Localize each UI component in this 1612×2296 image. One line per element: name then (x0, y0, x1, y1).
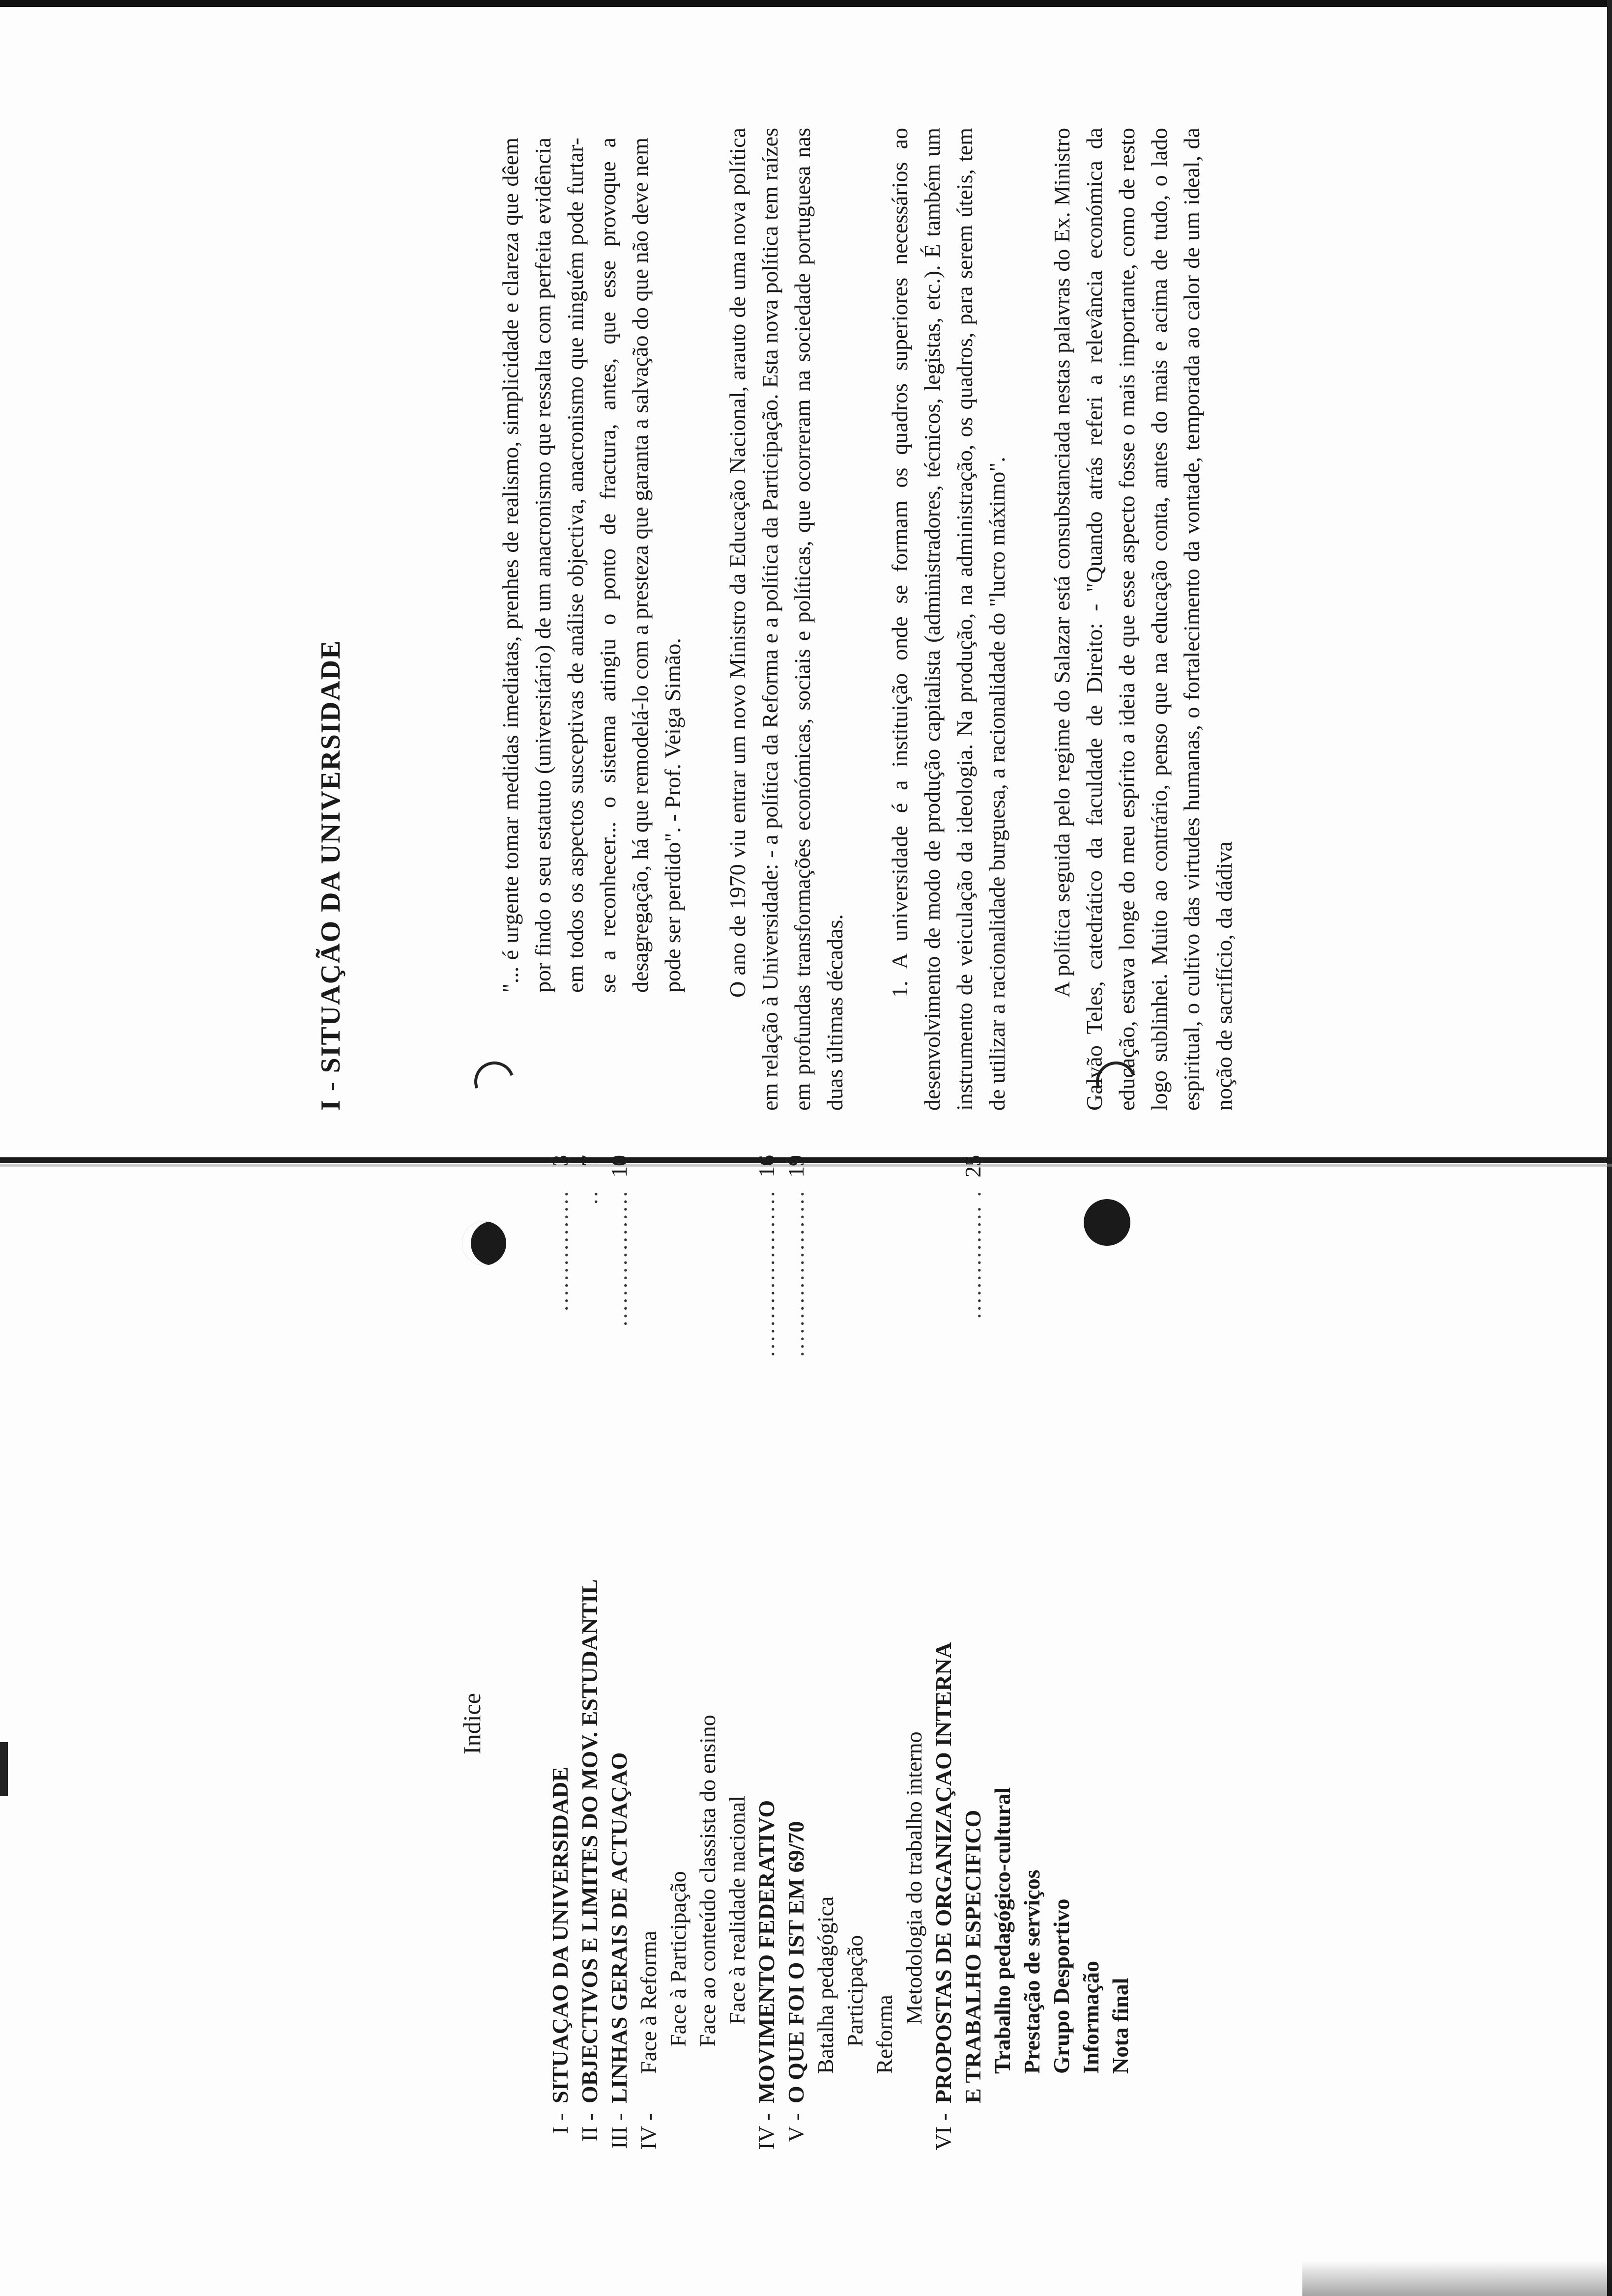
toc-entry (781, 1130, 811, 2177)
index-title: Indice (458, 1693, 486, 1754)
toc-leader: ............... . (960, 1189, 985, 1319)
toc-text: Participação (842, 1935, 867, 2047)
toc-entry (811, 1130, 840, 2177)
toc-page: 7 (577, 1155, 602, 1166)
toc-entry (752, 1130, 781, 2177)
toc-text: OBJECTIVOS E LIMITES DO MOV. ESTUDANTIL (577, 1579, 602, 2103)
scan-edge-right (1607, 0, 1612, 2296)
toc-number: III - (606, 2113, 632, 2149)
toc-entry (1076, 1130, 1106, 2177)
toc-page: 25 (960, 1155, 985, 1177)
body-paragraph: A política seguida pelo regime do Salazar está consubstanciada nestas palavras do Ex. Ministro Galvão Teles, catedrático da faculdade de Direito: - "Quando atrás referi a relevância económica da educação, estava longe do meu espírito a ideia de que esse aspecto fosse o mais importante, como de resto logo sublinhei. Muito ao contrário, penso que na educação conta, antes do mais e acima de tudo, o lado espiritual, o cultivo das virtudes humanas, o fortalecimento da vontade, temporada ao calor de um ideal, da noção de sacrifício, da dádiva (1049, 128, 1237, 1111)
content-page (315, 128, 1240, 1111)
toc-entry (604, 1130, 634, 2177)
toc-text: Nota final (1108, 1978, 1133, 2074)
toc-entry (899, 1130, 929, 2177)
toc-entry (722, 1130, 752, 2177)
toc-leader: ................ (547, 1189, 573, 1311)
toc-entry (1047, 1130, 1076, 2177)
toc-text: Face à Reforma (636, 1930, 661, 2074)
toc-page: 10 (606, 1155, 632, 1177)
toc-number: IV - (636, 2113, 661, 2150)
toc-text: Informação (1078, 1961, 1103, 2074)
toc-entry (634, 1130, 663, 2177)
toc-text: Metodologia do trabalho interno (901, 1731, 926, 2025)
toc-text: PROPOSTAS DE ORGANIZAÇAO INTERNA (931, 1642, 956, 2103)
toc-number: IV - (754, 2113, 779, 2150)
toc-number: I - (547, 2113, 573, 2134)
toc-entry (988, 1130, 1017, 2177)
toc-leader: .................. (606, 1189, 632, 1326)
toc-entry (546, 1130, 575, 2177)
scan-edge-top (0, 0, 1612, 7)
toc-page: 3 (547, 1155, 573, 1166)
toc-text: Face à realidade nacional (724, 1795, 749, 2025)
toc-text: MOVIMENTO FEDERATIVO (754, 1800, 779, 2103)
toc-text: Face ao conteúdo classista do ensino (695, 1715, 720, 2047)
toc-entry (929, 1130, 958, 2177)
toc-entry (1017, 1130, 1047, 2177)
page-heading: I - SITUAÇÃO DA UNIVERSIDADE (316, 639, 346, 1111)
toc-entry (1106, 1130, 1135, 2177)
toc-text: SITUAÇAO DA UNIVERSIDADE (547, 1766, 573, 2103)
binding-mark (0, 1742, 8, 1796)
toc-leader: ...................... (783, 1189, 808, 1357)
body-paragraph: 1. A universidade é a instituição onde se formam os quadros superiores necessários ao desenvolvimento de modo de produção capitalista (administradores, técnicos, legistas, etc.). É também um instrumento de veiculação da ideologia. Na produção, na administração, os quadros, para serem úteis, tem de utilizar a racionalidade burguesa, a racionalidade do "lucro máximo". (887, 128, 1009, 1111)
toc-text: Batalha pedagógica (813, 1896, 838, 2074)
toc-entry (870, 1130, 899, 2177)
toc-page: 16 (754, 1155, 779, 1177)
body-paragraph: O ano de 1970 viu entrar um novo Ministro da Educação Nacional, arauto de uma nova política em relação à Universidade: - a política da Reforma e a política da Participação. Esta nova política tem raízes em profundas transformações económicas, sociais e políticas, que ocorreram na sociedade portuguesa nas duas últimas décadas. (725, 128, 847, 1111)
toc-text: Grupo Desportivo (1049, 1898, 1074, 2074)
toc-text: O QUE FOI O IST EM 69/70 (783, 1821, 808, 2103)
toc-entry (575, 1130, 604, 2177)
toc-entry (663, 1130, 693, 2177)
toc-number: II - (577, 2113, 602, 2142)
toc-text: Face à Participação (665, 1871, 691, 2047)
index-page (457, 1130, 1135, 2177)
toc-text: LINHAS GERAIS DE ACTUAÇAO (606, 1752, 632, 2103)
toc-page: 19 (783, 1155, 808, 1177)
toc-text: Trabalho pedagógico-cultural (990, 1787, 1015, 2074)
toc-number: V - (783, 2113, 808, 2143)
toc-text: Reforma (872, 1995, 897, 2074)
toc-number: VI - (931, 2113, 956, 2151)
toc-entry (840, 1130, 870, 2177)
toc-text: E TRABALHO ESPECIFICO (960, 1809, 985, 2103)
toc-text: Prestação de serviços (1019, 1869, 1044, 2074)
toc-entry (693, 1130, 722, 2177)
toc-entry (958, 1130, 988, 2177)
toc-leader: .. (577, 1189, 602, 1205)
epigraph-quote: "... é urgente tomar medidas imediatas, prenhes de realismo, simplicidade e clareza que dêem por findo o seu estatuto (universitário) de um anacronismo que ressalta com perfeita evidência em todos os aspectos susceptivas de análise objectiva, anacronismo que ninguém pode furtar-se a reconhecer... o sistema atingiu o ponto de fractura, antes, que esse provoque a desagregação, há que remodelá-lo com a presteza que garanta a salvação do que não deve nem pode ser perdido". - Prof. Veiga Simão. (498, 138, 685, 993)
toc-leader: ...................... (754, 1189, 779, 1357)
scan-corner-shadow (1302, 2261, 1612, 2296)
